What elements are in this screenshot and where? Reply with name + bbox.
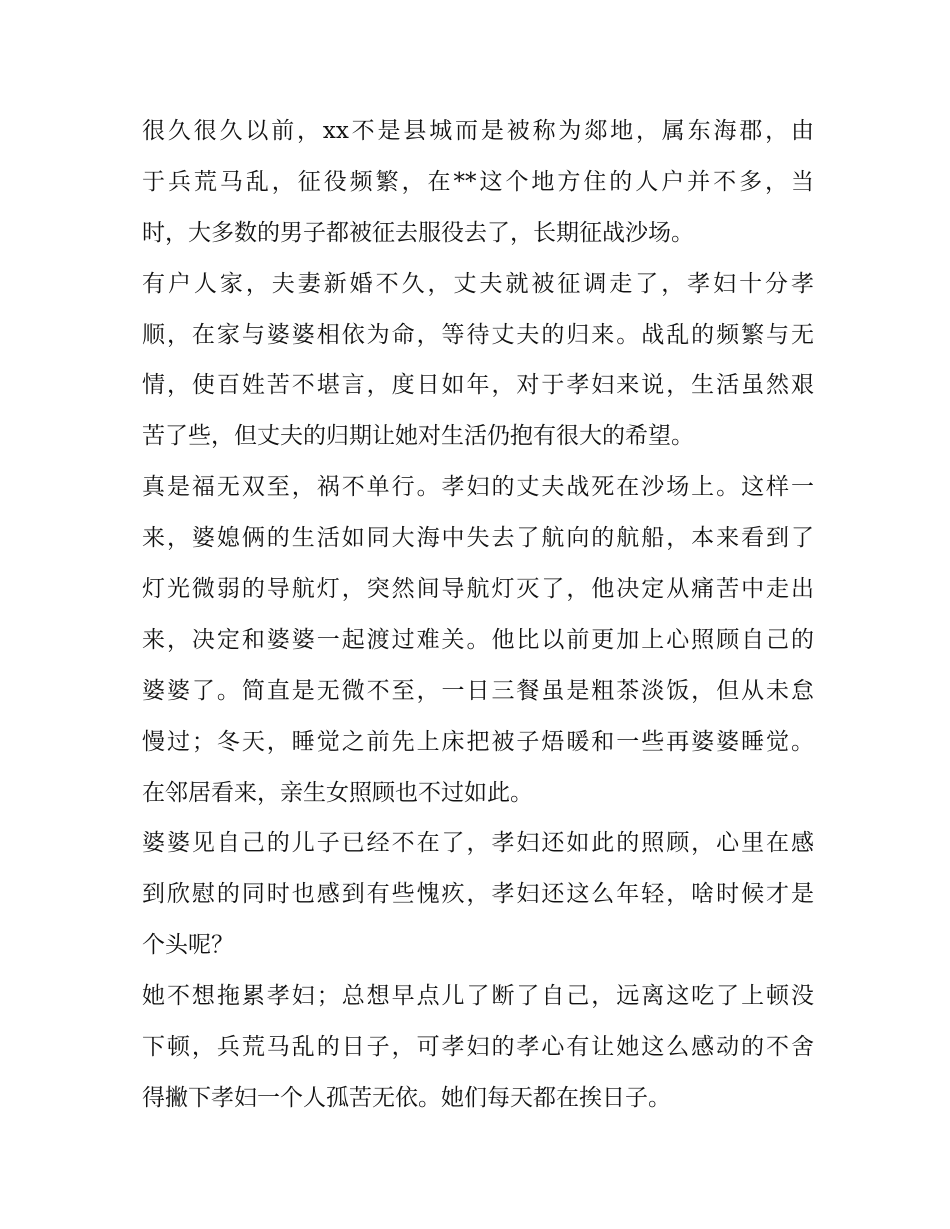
text-line-7: 苦了些，但丈夫的归期让她对生活仍抱有很大的希望。 [142,423,694,450]
text-line-18: 她不想拖累孝妇；总想早点儿了断了自己，远离这吃了上顿没 [142,983,814,1010]
text-line-4: 有户人家，夫妻新婚不久，丈夫就被征调走了，孝妇十分孝 [142,270,814,297]
text-line-19: 下顿，兵荒马乱的日子，可孝妇的孝心有让她这么感动的不舍 [142,1034,814,1061]
text-line-8: 真是福无双至，祸不单行。孝妇的丈夫战死在沙场上。这样一 [142,474,814,501]
text-line-13: 慢过；冬天，睡觉之前先上床把被子焐暖和一些再婆婆睡觉。 [142,728,814,755]
story-text [142,106,814,1124]
text-line-1: 很久很久以前，xx不是县城而是被称为郯地，属东海郡，由 [142,118,814,144]
text-line-10: 灯光微弱的导航灯，突然间导航灯灭了，他决定从痛苦中走出 [142,576,814,603]
text-line-9: 来，婆媳俩的生活如同大海中失去了航向的航船，本来看到了 [142,525,814,552]
text-line-3: 时，大多数的男子都被征去服役去了，长期征战沙场。 [142,219,694,246]
text-line-17: 个头呢？ [142,932,234,959]
text-line-11: 来，决定和婆婆一起渡过难关。他比以前更加上心照顾自己的 [142,626,814,653]
text-line-12: 婆婆了。简直是无微不至，一日三餐虽是粗茶淡饭，但从未怠 [142,677,814,704]
text-line-16: 到欣慰的同时也感到有些愧疚，孝妇还这么年轻，啥时候才是 [142,881,814,908]
text-line-5: 顺，在家与婆婆相依为命，等待丈夫的归来。战乱的频繁与无 [142,321,814,348]
text-line-14: 在邻居看来，亲生女照顾也不过如此。 [142,779,533,806]
text-line-15: 婆婆见自己的儿子已经不在了，孝妇还如此的照顾，心里在感 [142,830,814,857]
text-line-20: 得撇下孝妇一个人孤苦无依。她们每天都在挨日子。 [142,1084,671,1111]
text-line-6: 情，使百姓苦不堪言，度日如年，对于孝妇来说，生活虽然艰 [142,372,814,399]
text-line-2: 于兵荒马乱，征役频繁，在**这个地方住的人户并不多，当 [142,168,814,195]
